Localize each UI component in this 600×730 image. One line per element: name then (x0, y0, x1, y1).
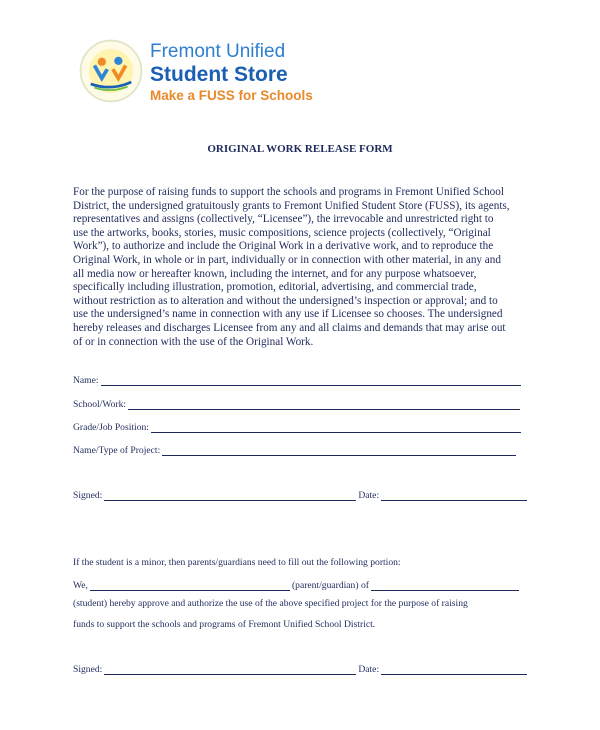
school-blank[interactable] (128, 400, 520, 410)
paragraph-line: all media now or hereafter known, including the internet, and for any purpose whatsoever, (73, 267, 477, 280)
minor-consent-line: (student) hereby approve and authorize the use of the above specified project for the purpose of raising (73, 598, 468, 609)
name-field[interactable] (73, 375, 523, 387)
paragraph-line: specifically including illustration, promotion, editorial, advertising, and commercial trade, (73, 281, 477, 294)
guardian-signature-blank[interactable] (104, 665, 356, 675)
minor-consent-line2: funds to support the schools and programs of Fremont Unified School District. (73, 619, 376, 630)
paragraph-line: without restriction as to alteration and without the undersigned’s inspection or approval; and to (73, 294, 498, 307)
fuss-seal-icon (76, 36, 146, 106)
guardian-field[interactable] (73, 580, 521, 592)
paragraph-line: For the purpose of raising funds to support the schools and programs in Fremont Unified School (73, 186, 504, 198)
project-blank[interactable] (162, 446, 516, 456)
signed-field[interactable] (73, 490, 529, 502)
project-field[interactable] (73, 445, 518, 457)
student-blank[interactable] (371, 581, 519, 591)
paragraph-line: Work”), to authorize and include the Original Work in a derivative work, and to reproduce the (73, 240, 494, 253)
parent-label: (parent/guardian) of (291, 580, 369, 591)
guardian-signed-label: Signed: (73, 664, 103, 675)
grade-field[interactable] (73, 422, 523, 434)
signature-blank[interactable] (104, 491, 356, 501)
guardian-blank[interactable] (90, 581, 290, 591)
minor-intro: If the student is a minor, then parents/guardians need to fill out the following portion: (73, 557, 401, 568)
logo-tagline: Make a FUSS for Schools (150, 87, 313, 103)
paragraph-line: use the artworks, books, stories, music compositions, science projects (collectively, “Original (73, 226, 491, 239)
date-blank[interactable] (381, 491, 527, 501)
logo-line2: Student Store (150, 62, 288, 86)
release-paragraph (73, 186, 510, 349)
guardian-signed-field[interactable] (73, 664, 529, 676)
name-label: Name: (73, 375, 99, 386)
grade-label: Grade/Job Position: (73, 422, 149, 433)
paragraph-line: District, the undersigned gratuitously grants to Fremont Unified Student Store (FUSS), its agents, (73, 199, 510, 212)
signed-label: Signed: (73, 490, 103, 501)
logo-line1: Fremont Unified (150, 41, 286, 62)
fuss-logo (76, 36, 316, 112)
paragraph-line: Original Work, in whole or in part, individually or in connection with other material, in any and (73, 253, 501, 266)
paragraph-line: hereby releases and discharges Licensee from any and all claims and demands that may arise out (73, 321, 506, 334)
paragraph-line: representatives and assigns (collectively, “Licensee”), the irrevocable and unrestricted right to (73, 213, 494, 226)
project-label: Name/Type of Project: (73, 445, 161, 456)
guardian-date-label: Date: (358, 664, 380, 675)
school-label: School/Work: (73, 399, 127, 410)
school-field[interactable] (73, 399, 522, 411)
date-label: Date: (358, 490, 380, 501)
grade-blank[interactable] (151, 423, 521, 433)
name-blank[interactable] (101, 376, 521, 386)
guardian-date-blank[interactable] (381, 665, 527, 675)
paragraph-line: use the undersigned’s name in connection with any use if Licensee so chooses. The undersigned (73, 308, 503, 321)
we-label: We, (73, 580, 88, 591)
form-title: ORIGINAL WORK RELEASE FORM (207, 143, 393, 155)
paragraph-line: of or in connection with the use of the Original Work. (73, 335, 314, 348)
